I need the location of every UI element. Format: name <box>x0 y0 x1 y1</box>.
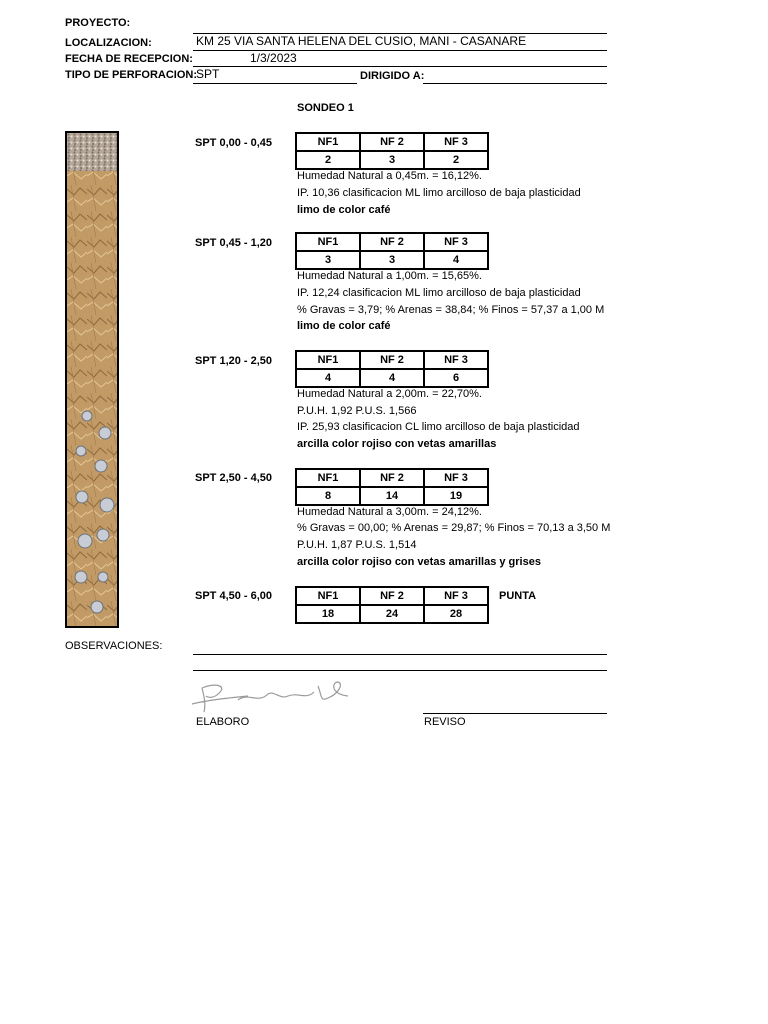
nf-value: 3 <box>360 251 424 269</box>
divider <box>193 33 607 34</box>
elaboro-label: ELABORO <box>196 716 250 728</box>
sample-description: Humedad Natural a 2,00m. = 22,70%. <box>297 388 482 400</box>
nf-value: 4 <box>360 369 424 387</box>
fecha-label: FECHA DE RECEPCION: <box>65 53 193 65</box>
nf-table <box>295 232 489 270</box>
sample-description: Humedad Natural a 1,00m. = 15,65%. <box>297 270 482 282</box>
nf-header: NF 3 <box>424 233 488 251</box>
tipo-perforacion-value: SPT <box>196 67 220 81</box>
sondeo-title: SONDEO 1 <box>297 102 354 114</box>
sample-description: P.U.H. 1,87 P.U.S. 1,514 <box>297 539 417 551</box>
nf-header: NF 2 <box>360 351 424 369</box>
sample-label: SPT 0,00 - 0,45 <box>195 137 273 149</box>
nf-value: 24 <box>360 605 424 623</box>
sample-description: % Gravas = 3,79; % Arenas = 38,84; % Finos = 57,37 a 1,00 M <box>297 304 605 316</box>
sample-label: SPT 4,50 - 6,00 <box>195 590 273 602</box>
nf-header: NF 3 <box>424 133 488 151</box>
nf-value: 2 <box>424 151 488 169</box>
sample-label: SPT 1,20 - 2,50 <box>195 355 273 367</box>
sample-soil-type: arcilla color rojiso con vetas amarillas y grises <box>297 556 541 568</box>
sample-description: Humedad Natural a 0,45m. = 16,12%. <box>297 170 482 182</box>
nf-header: NF 2 <box>360 233 424 251</box>
reviso-label: REVISO <box>424 716 466 728</box>
sample-soil-type: arcilla color rojiso con vetas amarillas <box>297 438 497 450</box>
dirigido-label: DIRIGIDO A: <box>360 70 425 82</box>
sample-description: Humedad Natural a 3,00m. = 24,12%. <box>297 506 482 518</box>
soil-column <box>65 131 119 628</box>
soil-profile-graphic <box>67 133 117 626</box>
nf-header: NF 2 <box>360 587 424 605</box>
nf-header: NF1 <box>296 351 360 369</box>
sample-description: IP. 10,36 clasificacion ML limo arcilloso de baja plasticidad <box>297 187 581 199</box>
divider <box>423 83 607 84</box>
nf-header: NF 3 <box>424 587 488 605</box>
reviso-signature-line <box>423 713 607 714</box>
nf-table <box>295 350 489 388</box>
sample-description: P.U.H. 1,92 P.U.S. 1,566 <box>297 405 417 417</box>
nf-value: 3 <box>360 151 424 169</box>
nf-header: NF1 <box>296 233 360 251</box>
sample-description: % Gravas = 00,00; % Arenas = 29,87; % Finos = 70,13 a 3,50 M <box>297 522 611 534</box>
sample-description: IP. 25,93 clasificacion CL limo arcilloso de baja plasticidad <box>297 421 580 433</box>
nf-value: 4 <box>424 251 488 269</box>
nf-header: NF1 <box>296 133 360 151</box>
sample-label: SPT 2,50 - 4,50 <box>195 472 273 484</box>
nf-header: NF 2 <box>360 133 424 151</box>
proyecto-label: PROYECTO: <box>65 17 131 29</box>
divider <box>193 66 607 67</box>
observaciones-line <box>193 670 607 671</box>
signature-graphic <box>188 674 358 714</box>
nf-header: NF 3 <box>424 469 488 487</box>
observaciones-line <box>193 654 607 655</box>
localizacion-label: LOCALIZACION: <box>65 37 152 49</box>
divider <box>193 83 357 84</box>
nf-value: 4 <box>296 369 360 387</box>
nf-value: 14 <box>360 487 424 505</box>
localizacion-value: KM 25 VIA SANTA HELENA DEL CUSIO, MANI - CASANARE <box>196 34 527 48</box>
nf-header: NF 3 <box>424 351 488 369</box>
sample-soil-type: limo de color café <box>297 204 391 216</box>
nf-table <box>295 132 489 170</box>
sample-label: SPT 0,45 - 1,20 <box>195 237 273 249</box>
sample-description: IP. 12,24 clasificacion ML limo arcilloso de baja plasticidad <box>297 287 581 299</box>
nf-value: 19 <box>424 487 488 505</box>
sample-soil-type: limo de color café <box>297 320 391 332</box>
observaciones-label: OBSERVACIONES: <box>65 640 163 652</box>
nf-header: NF 2 <box>360 469 424 487</box>
nf-value: 28 <box>424 605 488 623</box>
nf-value: 6 <box>424 369 488 387</box>
nf-header: NF1 <box>296 469 360 487</box>
fecha-value: 1/3/2023 <box>250 51 297 65</box>
nf-value: 8 <box>296 487 360 505</box>
nf-table <box>295 468 489 506</box>
nf-header: NF1 <box>296 587 360 605</box>
punta-label: PUNTA <box>499 590 537 602</box>
nf-value: 18 <box>296 605 360 623</box>
nf-value: 3 <box>296 251 360 269</box>
nf-table <box>295 586 489 624</box>
nf-value: 2 <box>296 151 360 169</box>
tipo-perforacion-label: TIPO DE PERFORACION: <box>65 69 198 81</box>
